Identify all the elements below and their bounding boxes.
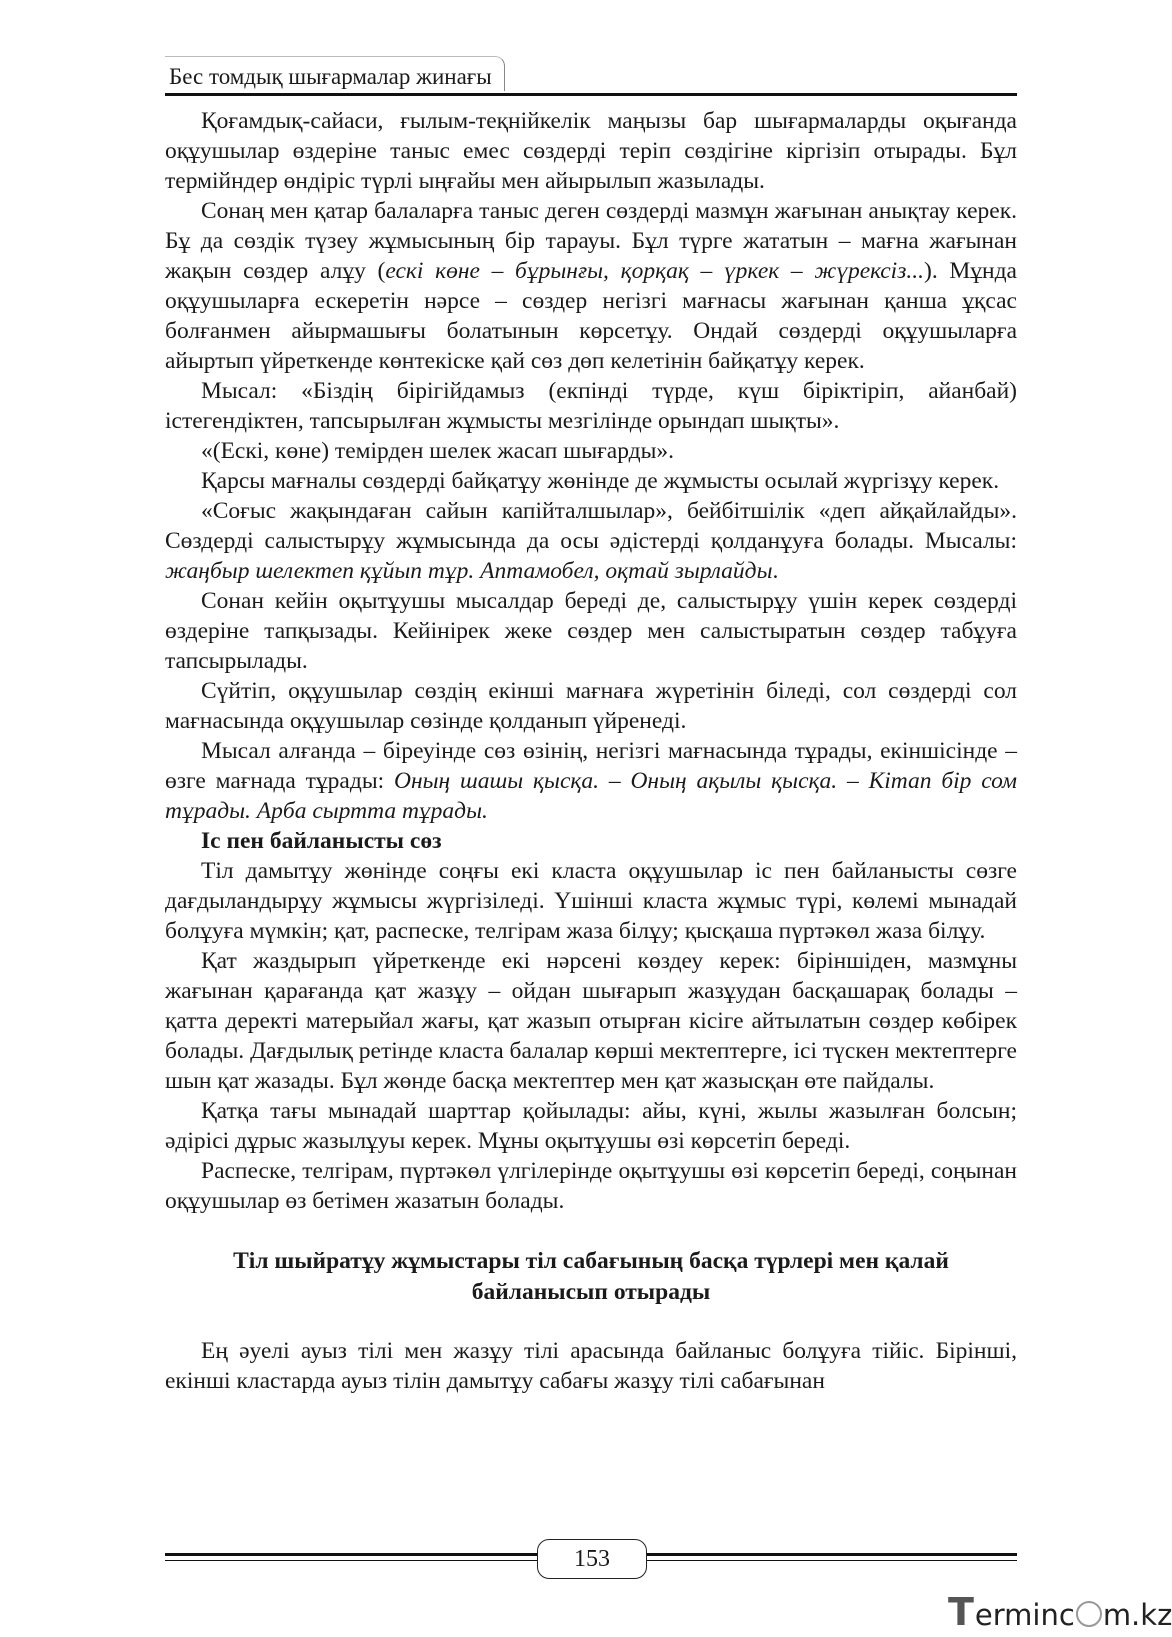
header-title: Бес томдық шығармалар жинағы (165, 56, 505, 91)
running-header (165, 56, 1017, 94)
paragraph (165, 196, 1017, 376)
paragraph (165, 496, 1017, 586)
watermark-text: erminc (974, 1598, 1075, 1632)
paragraph-text: ). Мұнда оқұушыларға ескеретін нәрсе – сөздер негізгі мағнасы жағынан қанша ұқсас болғанмен айырмашығы болатынын көрсетұу. Ондай сөздерді оқұушыларға айыртып үйреткенде көнтекіске қай сөз дөп келетінін байқатұу керек. (165, 258, 1017, 374)
paragraph: Распеске, телгірам, пүртәкөл үлгілерінде оқытұушы өзі көрсетіп береді, соңынан оқұушылар өз бетімен жазатын болады. (165, 1158, 1017, 1214)
watermark-text: m.kz (1102, 1598, 1172, 1632)
paragraph: Ең әуелі ауыз тілі мен жазұу тілі арасында байланыс болұуға тійіс. Бірінші, екінші кластарда ауыз тілін дамытұу сабағы жазұу тілі сабағынан (165, 1338, 1017, 1394)
paragraph-text: «Соғыс жақындаған сайын капійталшылар», бейбітшілік «деп айқайлайды». Сөздерді салыстырұу жұмысында да осы әдістерді қолданұуға болады. Мысалы: (165, 498, 1017, 554)
page-body (165, 106, 1017, 1396)
paragraph-text: . (772, 558, 779, 584)
paragraph: Сонан кейін оқытұушы мысалдар береді де, салыстырұу үшін керек сөздерді өздеріне тапқызады. Кейінірек жеке сөздер мен салыстыратын сөздер табұуға тапсырылады. (165, 588, 1017, 674)
section-title: Тіл шыйратұу жұмыстары тіл сабағының басқа түрлері мен қалай байланысып отырады (233, 1248, 949, 1305)
paragraph: «(Ескі, көне) темірден шелек жасап шығарды». (201, 438, 675, 464)
paragraph: Қоғамдық-сайаси, ғылым-теқнійкелік маңызы бар шығармаларды оқығанда оқұушылар өздеріне таныс емес сөздерді теріп сөздігіне кіргізіп отырады. Бұл термійндер өндіріс түрлі ыңғайы мен айырылып жазылады. (165, 108, 1017, 194)
page-number: 153 (537, 1539, 647, 1579)
subheading: Іс пен байланысты сөз (201, 828, 442, 854)
page-footer (165, 1539, 1017, 1579)
watermark-logo (948, 1590, 1172, 1634)
paragraph: Қатқа тағы мынадай шарттар қойылады: айы, күні, жылы жазылған болсын; әдірісі дұрыс жазылұуы керек. Мұны оқытұушы өзі көрсетіп береді. (165, 1098, 1017, 1154)
paragraph: Мысал: «Біздің бірігійдамыз (екпінді түрде, күш біріктіріп, айанбай) істегендіктен, тапсырылған жұмысты мезгілінде орындап шықты». (165, 378, 1017, 434)
paragraph: Сүйтіп, оқұушылар сөздің екінші мағнаға жүретінін біледі, сол сөздерді сол мағнасында оқұушылар сөзінде қолданып үйренеді. (165, 678, 1017, 734)
example-italic: ескі көне – бұрынғы, қорқақ – үркек – жүрексіз... (385, 258, 924, 284)
example-italic: жаңбыр шелектеп құйып тұр. Аптамобел, оқтай зырлайды (165, 558, 773, 584)
paragraph: Қарсы мағналы сөздерді байқатұу жөнінде де жұмысты осылай жүргізұу керек. (201, 468, 1000, 494)
paragraph: Тіл дамытұу жөнінде соңғы екі класта оқұушылар іс пен байланысты сөзге дағдыландырұу жұмысы жүргізіледі. Үшінші класта жұмыс түрі, көлемі мынадай болұуға мүмкін; қат, распеске, телгірам жаза білұу; қысқаша пүртәкөл жаза білұу. (165, 858, 1017, 944)
paragraph-text: Сонаң мен қатар балаларға таныс деген сөздерді мазмұн жағынан анықтау керек. Бұ да сөздік түзеу жұмысының бір тарауы. Бұл түрге жататын – мағна жағынан жақын сөздер алұу ( (165, 198, 1017, 284)
paragraph (165, 736, 1017, 826)
watermark-letter: T (948, 1590, 974, 1634)
header-rule (165, 93, 1017, 96)
paragraph-text: Мысал алғанда – біреуінде сөз өзінің, негізгі мағнасында тұрады, екіншісінде – өзге мағнада тұрады: (165, 738, 1017, 794)
example-italic: Оның шашы қысқа. – Оның ақылы қысқа. – Кітап бір сом тұрады. Арба сыртта тұрады. (165, 768, 1017, 824)
paragraph: Қат жаздырып үйреткенде екі нәрсені көздеу керек: біріншіден, мазмұны жағынан қарағанда қат жазұу – ойдан шығарып жазұудан басқашарақ болады – қатта деректі матерыйал жағы, қат жазып отырған кісіге айтылатын сөздер көбірек болады. Дағдылық ретінде класта балалар көрші мектептерге, ісі түскен мектептерге шын қат жазады. Бұл жөнде басқа мектептер мен қат жазысқан өте пайдалы. (165, 948, 1017, 1094)
magnifier-icon (1076, 1601, 1102, 1627)
